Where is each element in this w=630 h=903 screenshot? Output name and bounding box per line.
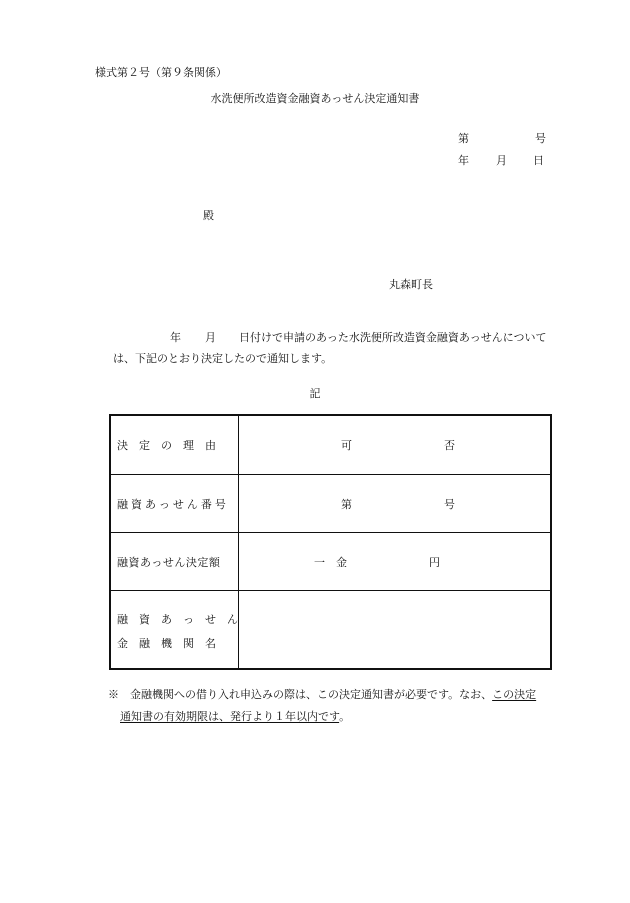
loan-number-label: 融資あっせん番号 [117, 498, 229, 511]
decision-table [109, 414, 552, 670]
reject-option: 否 [444, 439, 455, 452]
body-year-label: 年 [170, 331, 181, 344]
date-day-label: 日 [533, 154, 544, 167]
reason-label: 決 定 の 理 由 [117, 439, 216, 452]
loan-number-suffix: 号 [444, 498, 455, 511]
bank-label-line-2: 金 融 機 関 名 [117, 637, 216, 650]
bank-label-line-1: 融 資 あ っ せ ん [117, 613, 238, 626]
note-line-1-underlined: この決定 [492, 688, 537, 701]
sender-name: 丸森町長 [389, 278, 433, 291]
loan-amount-label: 融資あっせん決定額 [117, 556, 221, 569]
note-line-2-end: 。 [339, 710, 351, 723]
document-title: 水洗便所改造資金融資あっせん決定通知書 [210, 92, 420, 105]
date-year-label: 年 [458, 154, 469, 167]
body-line-2: は、下記のとおり決定したので通知します。 [113, 352, 333, 365]
loan-amount-yen: 円 [429, 556, 440, 569]
table-column-divider [238, 416, 239, 668]
loan-number-prefix: 第 [341, 498, 352, 511]
form-number: 様式第２号（第９条関係） [95, 66, 227, 79]
note-line-1 [108, 686, 536, 702]
note-line-2-underlined: 通知書の有効期限は、発行より１年以内です [120, 710, 340, 723]
loan-amount-prefix: 一 金 [314, 556, 347, 569]
approve-option: 可 [341, 439, 352, 452]
note-line-1-text: 金融機関への借り入れ申込みの際は、この決定通知書が必要です。なお、 [130, 688, 493, 701]
table-row-number [111, 474, 550, 532]
table-row-amount [111, 532, 550, 590]
ki-heading: 記 [309, 387, 321, 400]
body-line-1-text: 日付けで申請のあった水洗便所改造資金融資あっせんについて [239, 331, 547, 344]
note-line-2 [120, 708, 350, 724]
table-row-reason [111, 416, 550, 474]
addressee-honorific: 殿 [203, 209, 214, 222]
note-mark: ※ [108, 688, 119, 701]
body-month-label: 月 [205, 331, 216, 344]
doc-number-suffix: 号 [535, 132, 546, 145]
table-row-bank [111, 590, 550, 668]
date-month-label: 月 [496, 154, 507, 167]
doc-number-prefix: 第 [458, 132, 469, 145]
